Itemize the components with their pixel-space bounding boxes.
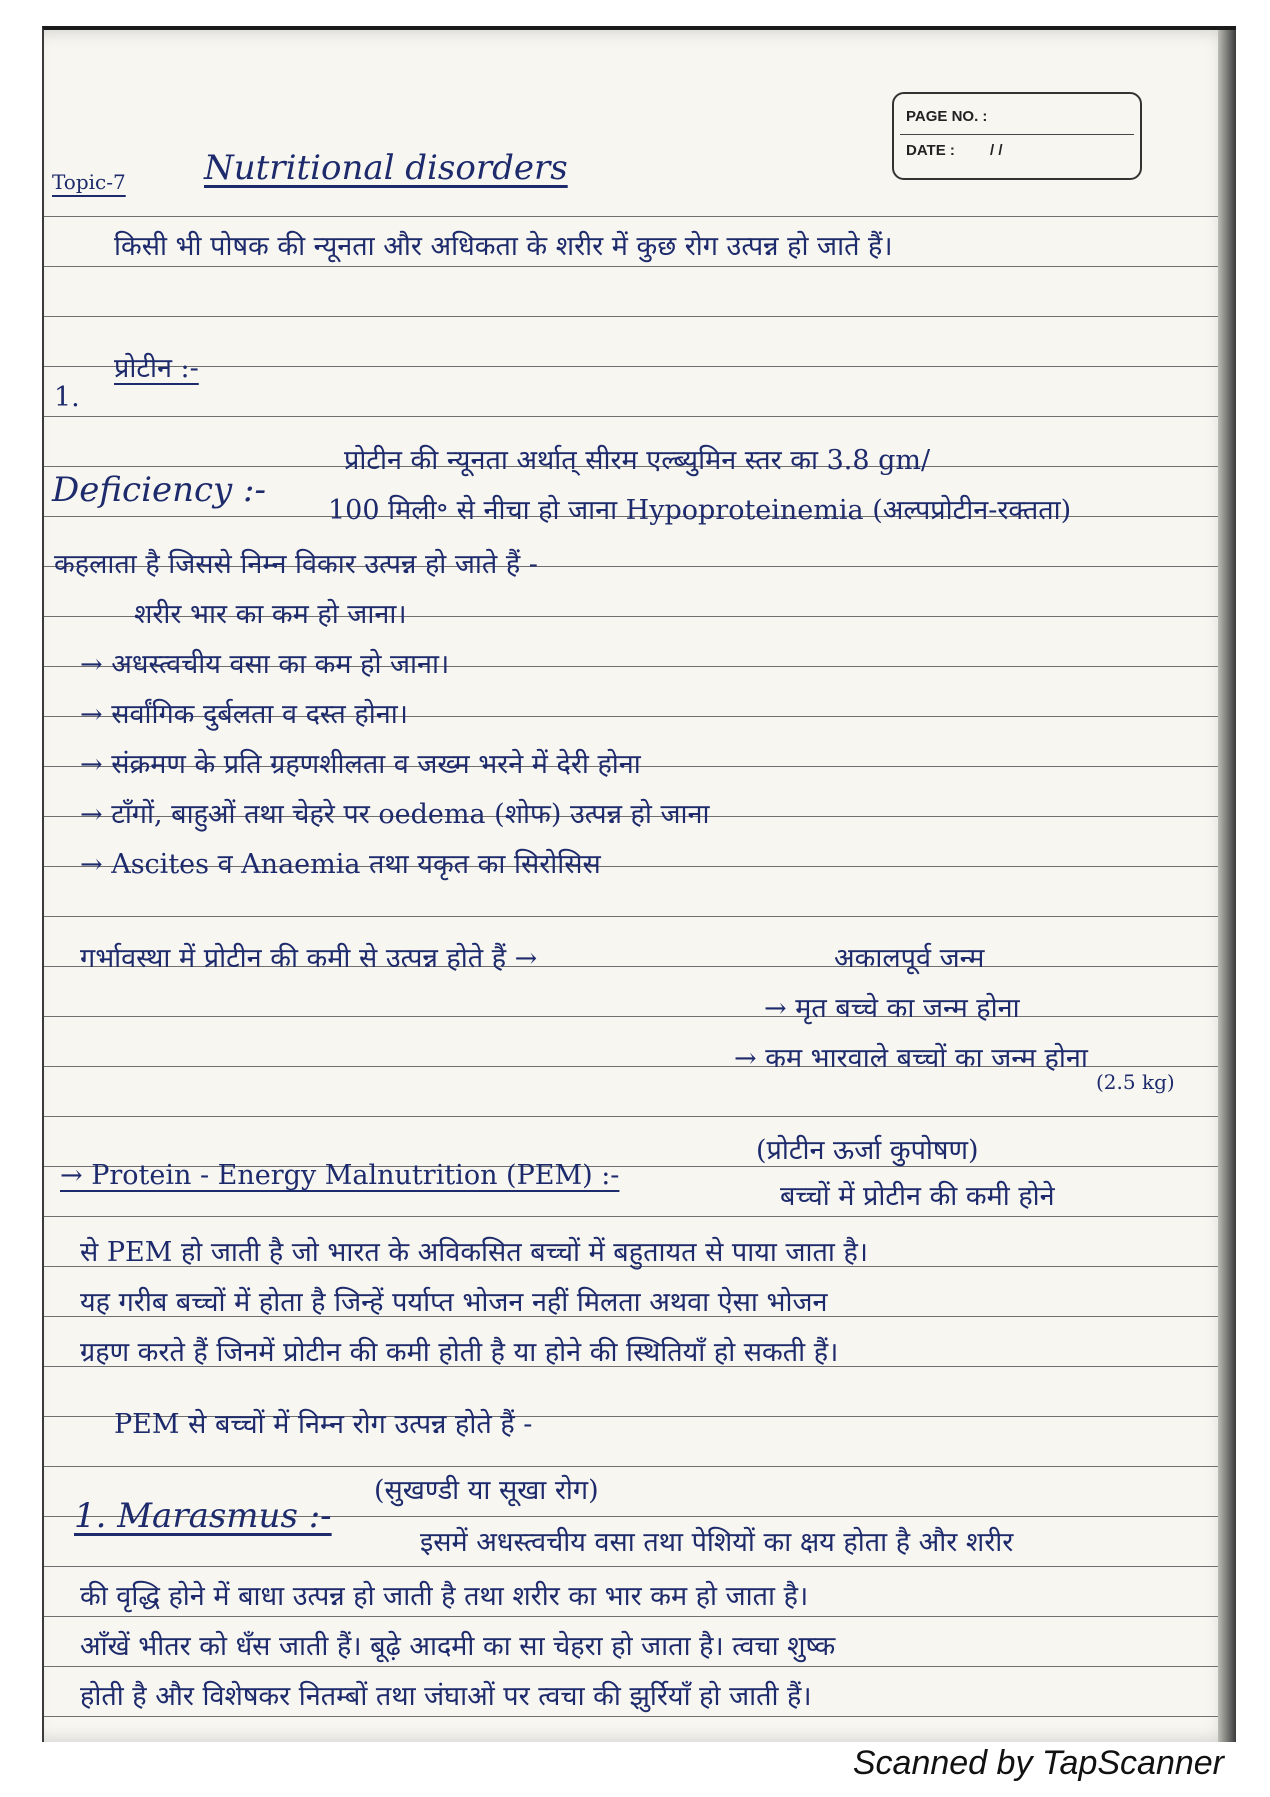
ruled-line (44, 1616, 1218, 1617)
marasmus-label: 1. Marasmus :- (74, 1496, 332, 1536)
ruled-line (44, 1216, 1218, 1217)
marasmus-line1: इसमें अधस्त्वचीय वसा तथा पेशियों का क्षय होता है और शरीर (420, 1527, 1014, 1558)
symptom-item: → Ascites व Anaemia तथा यकृत का सिरोसिस (80, 849, 601, 880)
pregnancy-effect: अकालपूर्व जन्म (834, 943, 985, 974)
item-number-1: 1. (54, 382, 80, 413)
symptom-item: → टाँगों, बाहुओं तथा चेहरे पर oedema (शोफ) उत्पन्न हो जाना (80, 799, 710, 830)
deficiency-line1: प्रोटीन की न्यूनता अर्थात् सीरम एल्ब्युमिन स्तर का 3.8 gm/ (344, 445, 931, 476)
marasmus-hindi-label: (सुखण्डी या सूखा रोग) (374, 1475, 599, 1506)
symptom-item: → सर्वांगिक दुर्बलता व दस्त होना। (80, 699, 408, 730)
page-no-label: PAGE NO. : (906, 108, 988, 125)
ruled-line (44, 266, 1218, 267)
page-no-box (892, 92, 1142, 180)
pem-diseases-line: PEM से बच्चों में निम्न रोग उत्पन्न होते हैं - (114, 1409, 533, 1440)
pem-para-line: ग्रहण करते हैं जिनमें प्रोटीन की कमी होती है या होने की स्थितियाँ हो सकती हैं। (80, 1337, 839, 1368)
deficiency-line3: कहलाता है जिससे निम्न विकार उत्पन्न हो जाते हैं - (54, 549, 538, 580)
deficiency-label: Deficiency :- (52, 470, 266, 510)
weight-note: (2.5 kg) (1096, 1070, 1175, 1094)
pem-para-line: यह गरीब बच्चों में होता है जिन्हें पर्याप्त भोजन नहीं मिलता अथवा ऐसा भोजन (80, 1287, 828, 1318)
page-title: Nutritional disorders (204, 148, 568, 188)
pem-line1: बच्चों में प्रोटीन की कमी होने (780, 1181, 1055, 1212)
page-edge-shadow (1218, 30, 1236, 1742)
marasmus-para-line: की वृद्धि होने में बाधा उत्पन्न हो जाती है तथा शरीर का भार कम हो जाता है। (80, 1581, 809, 1612)
pem-heading: → Protein - Energy Malnutrition (PEM) :- (60, 1160, 620, 1191)
pregnancy-effect: → कम भारवाले बच्चों का जन्म होना (734, 1043, 1088, 1074)
ruled-line (44, 216, 1218, 217)
ruled-line (44, 1116, 1218, 1117)
pem-hindi-label: (प्रोटीन ऊर्जा कुपोषण) (756, 1135, 979, 1166)
notebook-page (42, 26, 1236, 1742)
pem-para-line: से PEM हो जाती है जो भारत के अविकसित बच्चों में बहुतायत से पाया जाता है। (80, 1237, 869, 1268)
deficiency-line2: 100 मिली॰ से नीचा हो जाना Hypoproteinemia (अल्पप्रोटीन-रक्तता) (328, 495, 1072, 526)
pregnancy-effect: → मृत बच्चे का जन्म होना (764, 993, 1020, 1024)
topic-label: Topic-7 (52, 170, 126, 194)
protein-heading: प्रोटीन :- (114, 353, 199, 384)
ruled-line (44, 1016, 1218, 1017)
ruled-line (44, 316, 1218, 317)
symptom-item: शरीर भार का कम हो जाना। (134, 599, 407, 630)
ruled-line (44, 366, 1218, 367)
intro-text: किसी भी पोषक की न्यूनता और अधिकता के शरीर में कुछ रोग उत्पन्न हो जाते हैं। (114, 231, 893, 262)
marasmus-para-line: होती है और विशेषकर नितम्बों तथा जंघाओं पर त्वचा की झुर्रियाँ हो जाती हैं। (80, 1681, 812, 1712)
symptom-item: → अधस्त्वचीय वसा का कम हो जाना। (80, 649, 450, 680)
ruled-line (44, 1666, 1218, 1667)
marasmus-para-line: आँखें भीतर को धँस जाती हैं। बूढ़े आदमी का सा चेहरा हो जाता है। त्वचा शुष्क (80, 1631, 836, 1662)
date-value: / / (990, 142, 1003, 159)
ruled-line (44, 1466, 1218, 1467)
pregnancy-line: गर्भावस्था में प्रोटीन की कमी से उत्पन्न होते हैं → (80, 943, 538, 974)
ruled-line (44, 416, 1218, 417)
scanner-watermark: Scanned by TapScanner (852, 1744, 1224, 1782)
date-label: DATE : (906, 142, 955, 159)
ruled-line (44, 1566, 1218, 1567)
ruled-line (44, 1716, 1218, 1717)
page-box-divider (900, 134, 1134, 135)
ruled-line (44, 916, 1218, 917)
symptom-item: → संक्रमण के प्रति ग्रहणशीलता व जख्म भरने में देरी होना (80, 749, 641, 780)
